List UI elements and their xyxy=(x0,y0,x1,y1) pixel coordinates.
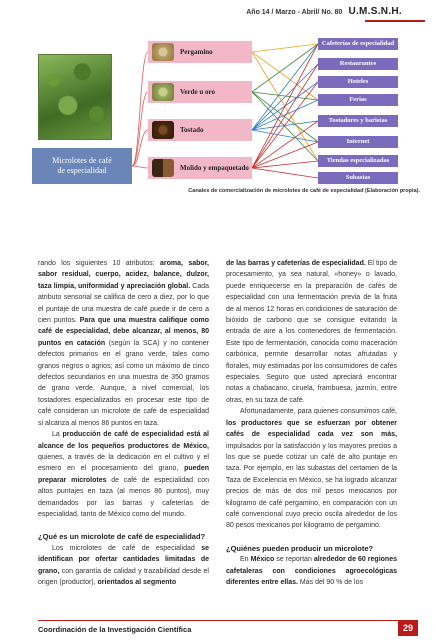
header-rule xyxy=(365,20,425,22)
roasted-beans-icon xyxy=(152,121,174,139)
institution-name: U.M.S.N.H. xyxy=(348,6,402,17)
green-beans-icon xyxy=(152,83,174,101)
marketing-channels-diagram xyxy=(0,38,436,184)
coffee-plant-photo xyxy=(38,54,112,140)
stage-molido xyxy=(148,157,252,179)
page-number: 29 xyxy=(398,620,418,636)
stage-label: Tostado xyxy=(180,126,204,134)
footer-rule xyxy=(38,620,398,621)
channel-cafeterias: Cafeterías de especialidad xyxy=(318,38,398,50)
paragraph xyxy=(38,543,209,589)
stage-label: Molido y empaquetado xyxy=(180,164,249,172)
stage-label: Pergamino xyxy=(180,48,213,56)
text-run-bold: se identifican por ofertar cantidades limitadas de grano, xyxy=(38,544,209,575)
text-run-bold: alrededor de 60 regiones cafetaleras con condiciones agroecológicas diferentes entre ellas. xyxy=(226,556,397,586)
text-run: impulsados por la satisfacción y los mayores precios a los que se puede cotizar un café de alto puntaje en taza. Por ejemplo, en las subastas del certamen de la Taza de Excelencia en México, se ha logrado alcanzar precios de más de dos mil pesos mexicanos por kilogramo de café pergamino, en comparación con un café convencional cuyo precio oscila alrededor de los 80 pesos mexicanos por kilogramo de pergamino. xyxy=(226,442,397,530)
stage-label: Verde u oro xyxy=(180,88,215,96)
spacer xyxy=(38,520,209,531)
channel-restaurantes: Restaurantes xyxy=(318,58,398,70)
paragraph xyxy=(38,429,209,520)
parchment-beans-icon xyxy=(152,43,174,61)
ground-coffee-icon xyxy=(152,159,174,177)
text-run-bold: de las barras y cafeterías de especialidad. xyxy=(226,260,366,267)
text-run-bold: México xyxy=(250,556,275,564)
text-run: El tipo de procesamiento, ya sea natural, «honey» o lavado, puede enriquecerse en la preparación de cafés de especialidad con una fermentación previa de la fruta de al menos 12 horas en condiciones de saturación de bióxido de carbono que se consigue evitando la entrada de aire a los contenedores de fermentación. Este tipo de fermentación, conocida como maceración carbónica, permite desarrollar notas afrutadas y florales, muy estimadas por los consumidores de cafés especiales. Seguro que usted apreciará encontrar notas a chabacano, ciruela, frambuesa, jazmín, entre otras, en su taza de café. xyxy=(226,260,397,404)
paragraph xyxy=(226,554,397,588)
text-run-bold: Para que una muestra califique como café de especialidad, debe alcanzar, al menos, 80 puntos en catación xyxy=(38,317,210,347)
footer-text: Coordinación de la Investigación Científica xyxy=(38,625,192,634)
page-header xyxy=(246,6,402,17)
channel-tiendas: Tiendas especializadas xyxy=(318,155,398,167)
text-run-bold: pueden preparar microlotes xyxy=(38,465,209,484)
channel-tostadores: Tostadores y baristas xyxy=(318,115,398,127)
section-heading: ¿Qué es un microlote de café de especialidad? xyxy=(38,532,206,542)
text-run: se reportan xyxy=(274,556,314,564)
text-column-right xyxy=(226,258,397,588)
text-run: (según la SCA) y no contener defectos primarios en el grano verde, tales como granos negros o agrios; así como un máximo de cinco defectos secundarios en una muestra de 350 gramos de grano verde. Aunque, a nivel comercial, los tostadores especializados en procesar este tipo de café consideran un microlote de café de especialidad si alcanza al menos 86 puntos en taza. xyxy=(38,339,209,427)
channel-subastas: Subastas xyxy=(318,172,398,184)
figure-caption: Canales de comercialización de microlotes de café de especialidad (Elaboración propia). xyxy=(188,188,420,194)
issue-info: Año 14 / Marzo - Abril/ No. 80 xyxy=(246,9,343,16)
producer-box xyxy=(32,148,132,184)
producer-label-line1: Microlotes de café xyxy=(52,156,112,165)
text-run-bold: producción de café de especialidad está al alcance de los pequeños productores de México, xyxy=(38,431,209,450)
text-run-bold: aroma, sabor, sabor residual, cuerpo, acidez, balance, dulzor, taza limpia, uniformidad y apreciación global. xyxy=(38,260,209,290)
producer-label-line2: de especialidad xyxy=(57,166,107,175)
channel-hoteles: Hoteles xyxy=(318,76,398,88)
text-run-bold: los productores que se esfuerzan por obtener cafés de especialidad cada vez son más, xyxy=(226,419,397,439)
text-run-bold: orientados al segmento xyxy=(97,578,177,586)
stage-pergamino xyxy=(148,41,252,63)
text-run: rando los siguientes 10 atributos: xyxy=(38,260,160,267)
section-heading: ¿Quiénes pueden producir un microlote? xyxy=(226,543,374,553)
text-run: quienes, a través de la dedicación en el cultivo y el esmero en el procesamiento del grano, xyxy=(38,453,209,473)
text-run: En xyxy=(240,556,251,564)
text-run: Afortunadamente, para quienes consumimos café, xyxy=(240,408,397,416)
text-run: Más del 90 % de los xyxy=(297,578,363,586)
channel-internet: Internet xyxy=(318,136,398,148)
stage-verde xyxy=(148,81,252,103)
channel-ferias: Ferias xyxy=(318,94,398,106)
stage-tostado xyxy=(148,119,252,141)
text-run: Los microlotes de café de especialidad xyxy=(52,544,202,552)
paragraph xyxy=(38,258,209,429)
paragraph xyxy=(226,406,397,531)
text-run: La xyxy=(52,431,63,439)
page-footer xyxy=(0,620,436,640)
text-column-left xyxy=(38,258,209,588)
text-run: de café de especialidad con altos puntajes en taza (al menos 86 puntos), muy demandados por las barras y cafeterías de especialidad, tanto de México como del mundo. xyxy=(38,476,210,518)
text-run: Cada atributo sensorial se califica de cero a diez, por lo que el puntaje de una muestra de café puede ir de cero a cien puntos. xyxy=(38,282,210,325)
text-run: con garantía de calidad y trazabilidad desde el origen (productor), xyxy=(38,567,209,586)
paragraph xyxy=(226,258,397,406)
spacer xyxy=(226,532,397,543)
